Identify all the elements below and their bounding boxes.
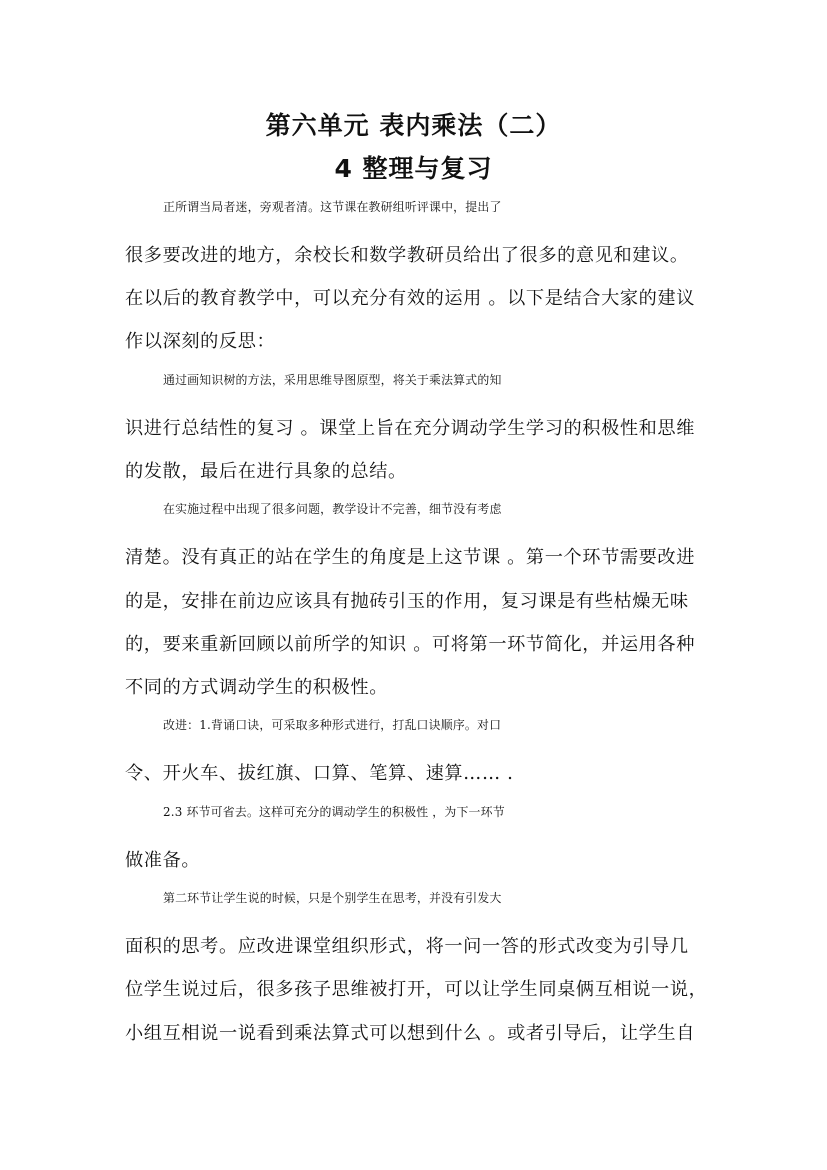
text-line: 的发散，最后在进行具象的总结。 (125, 461, 407, 482)
text-line: 令、开火车、拔红旗、口算、笔算、速算…… . (125, 763, 514, 784)
text-line: 改进：1.背诵口诀，可采取多种形式进行，打乱口诀顺序。对口 (163, 718, 502, 732)
text-line: 小组互相说一说看到乘法算式可以想到什么 。或者引导后，让学生自 (125, 1023, 696, 1044)
text-line: 面积的思考。应改进课堂组织形式，将一问一答的形式改变为引导几 (125, 936, 689, 957)
text-line: 很多要改进的地方，余校长和数学教研员给出了很多的意见和建议。 (125, 245, 689, 266)
text-line: 作以深刻的反思： (125, 331, 276, 352)
text-line: 的是，安排在前边应该具有抛砖引玉的作用，复习课是有些枯燥无味 (125, 591, 689, 612)
text-line: 在以后的教育教学中，可以充分有效的运用 。以下是结合大家的建议 (125, 288, 696, 309)
text-line: 在实施过程中出现了很多问题，教学设计不完善，细节没有考虑 (163, 502, 502, 516)
document-title: 第六单元 表内乘法（二） (265, 111, 562, 140)
text-line: 第二环节让学生说的时候，只是个别学生在思考，并没有引发大 (163, 891, 502, 905)
text-line: 2.3 环节可省去。这样可充分的调动学生的积极性 ，为下一环节 (163, 805, 505, 819)
text-line: 正所谓当局者迷，旁观者清。这节课在教研组听评课中，提出了 (163, 200, 502, 214)
text-line: 位学生说过后，很多孩子思维被打开，可以让学生同桌俩互相说一说， (125, 979, 708, 1000)
text-line: 清楚。没有真正的站在学生的角度是上这节课 。第一个环节需要改进 (125, 547, 696, 568)
text-line: 不同的方式调动学生的积极性。 (125, 677, 389, 698)
text-line: 识进行总结性的复习 。课堂上旨在充分调动学生学习的积极性和思维 (125, 418, 696, 439)
text-line: 的，要来重新回顾以前所学的知识 。可将第一环节简化，并运用各种 (125, 634, 696, 655)
text-line: 通过画知识树的方法，采用思维导图原型，将关于乘法算式的知 (163, 373, 502, 387)
text-line: 做准备。 (125, 850, 201, 871)
document-subtitle: 4 整理与复习 (334, 154, 493, 183)
